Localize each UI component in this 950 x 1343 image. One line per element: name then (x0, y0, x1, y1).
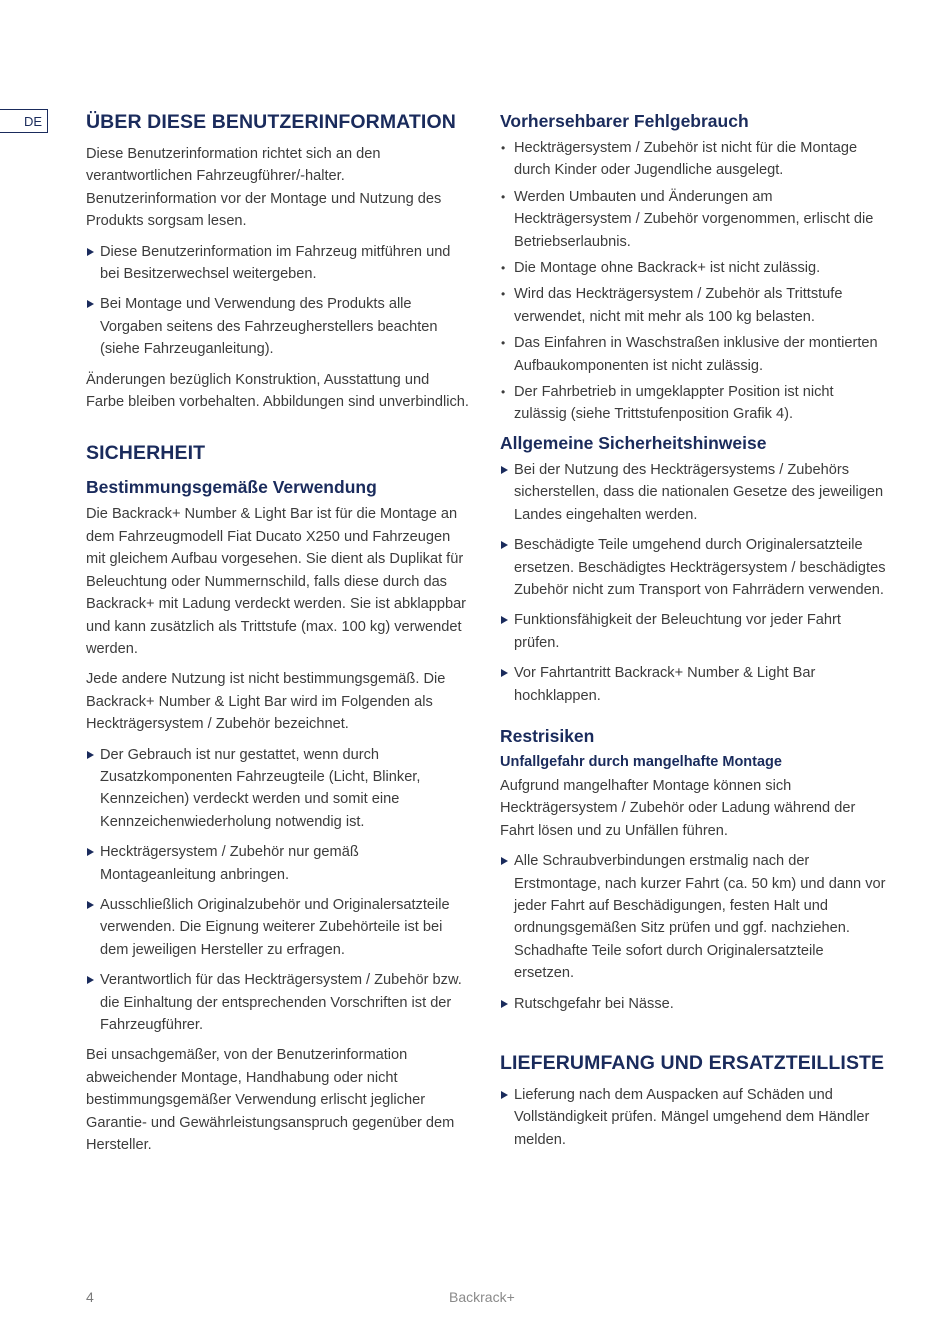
paragraph: Änderungen bezüglich Konstruktion, Ausstattung und Farbe bleiben vorbehalten. Abbildungen sind unverbindlich. (86, 371, 469, 411)
list-item: Vor Fahrtantritt Backrack+ Number & Light Bar hochklappen. (500, 662, 886, 707)
intended-use-list (86, 744, 470, 1037)
section-heading-delivery: LIEFERUMFANG UND ERSATZTEILLISTE (500, 1052, 885, 1074)
list-item: Bei Montage und Verwendung des Produkts alle Vorgaben seitens des Fahrzeugherstellers beachten (siehe Fahrzeuganleitung). (86, 293, 470, 360)
list-item: Heckträgersystem / Zubehör nur gemäß Montageanleitung anbringen. (86, 841, 470, 886)
misuse-list (500, 137, 886, 426)
list-item: Verantwortlich für das Heckträgersystem / Zubehör bzw. die Einhaltung der entsprechenden Vorschriften ist der Fahrzeugführer. (86, 969, 470, 1036)
subheading-misuse: Vorhersehbarer Fehlgebrauch (500, 111, 749, 131)
paragraph: Bei unsachgemäßer, von der Benutzerinformation abweichender Montage, Handhabung oder nicht bestimmungsgemäßer Verwendung erlischt jeglicher Garantie- und Gewährleistungsanspruch gegenüber dem Hersteller. (86, 1047, 455, 1154)
subheading-intended-use: Bestimmungsgemäße Verwendung (86, 477, 377, 498)
subheading-residual-risks: Restrisiken (500, 725, 595, 746)
list-item: • Der Fahrbetrieb in umgeklappter Position ist nicht zulässig (siehe Trittstufenposition Grafik 4). (500, 381, 886, 426)
list-item: • Die Montage ohne Backrack+ ist nicht zulässig. (500, 257, 886, 279)
list-item: • Das Einfahren in Waschstraßen inklusive der montierten Aufbaukomponenten ist nicht zulässig. (500, 332, 886, 377)
list-item: Bei der Nutzung des Heckträgersystems / Zubehörs sicherstellen, dass die nationalen Gesetze des jeweiligen Landes eingehalten werden. (500, 459, 886, 526)
list-item: Lieferung nach dem Auspacken auf Schäden und Vollständigkeit prüfen. Mängel umgehend dem Händler melden. (500, 1084, 886, 1151)
paragraph: Diese Benutzerinformation richtet sich an den verantwortlichen Fahrzeugführer/-halter. Benutzerinformation vor der Montage und Nutzung des Produkts sorgsam lesen. (86, 146, 442, 230)
section-heading-safety: SICHERHEIT (86, 442, 206, 465)
list-item: Der Gebrauch ist nur gestattet, wenn durch Zusatzkomponenten Fahrzeugteile (Licht, Blinker, Kennzeichen) verdeckt werden und somit eine Kennzeichenwiederholung notwendig ist. (86, 744, 470, 834)
list-item: Funktionsfähigkeit der Beleuchtung vor jeder Fahrt prüfen. (500, 609, 886, 654)
list-item: • Wird das Heckträgersystem / Zubehör als Trittstufe verwendet, nicht mit mehr als 100 kg belasten. (500, 283, 886, 328)
paragraph: Die Backrack+ Number & Light Bar ist für die Montage an dem Fahrzeugmodell Fiat Ducato X250 und Fahrzeugen mit gleichem Aufbau vorgesehen. Sie dient als Duplikat für Beleuchtung oder Nummernschild, falls diese durch das Backrack+ mit Ladung verdeckt werden. Sie ist abklappbar und kann zusätzlich als Trittstufe (max. 100 kg) verwendet werden. (86, 506, 467, 657)
list-item: Alle Schraubverbindungen erstmalig nach der Erstmontage, nach kurzer Fahrt (ca. 50 km) und dann vor jeder Fahrt auf Beschädigungen, festen Halt und ordnungsgemäßen Sitz prüfen und ggf. nachziehen. Schadhafte Teile sofort durch Originalersatzteile ersetzen. (500, 850, 886, 984)
list-item: • Werden Umbauten und Änderungen am Heckträgersystem / Zubehör vorgenommen, erlischt die Betriebserlaubnis. (500, 186, 886, 253)
paragraph: Jede andere Nutzung ist nicht bestimmungsgemäß. Die Backrack+ Number & Light Bar wird im Folgenden als Heckträgersystem / Zubehör bezeichnet. (86, 671, 446, 733)
list-item: Rutschgefahr bei Nässe. (500, 993, 886, 1015)
list-item: • Heckträgersystem / Zubehör ist nicht für die Montage durch Kinder oder Jugendliche ausgelegt. (500, 137, 886, 182)
subheading-accident-risk: Unfallgefahr durch mangelhafte Montage (500, 753, 782, 770)
list-item: Diese Benutzerinformation im Fahrzeug mitführen und bei Besitzerwechsel weitergeben. (86, 241, 470, 286)
section-heading-about: ÜBER DIESE BENUTZERINFORMATION (86, 111, 456, 133)
list-item: Beschädigte Teile umgehend durch Originalersatzteile ersetzen. Beschädigtes Heckträgersystem / beschädigtes Zubehör nicht zum Transport von Fahrrädern verwenden. (500, 534, 886, 601)
paragraph: Aufgrund mangelhafter Montage können sich Heckträgersystem / Zubehör oder Ladung während der Fahrt lösen und zu Unfällen führen. (500, 777, 856, 839)
left-column (86, 108, 470, 1164)
risks-list (500, 850, 886, 1015)
general-safety-list (500, 459, 886, 707)
page-number: 4 (86, 1289, 94, 1305)
language-tab: DE (0, 109, 48, 133)
delivery-list (500, 1084, 886, 1151)
about-list (86, 241, 470, 361)
subheading-general-safety: Allgemeine Sicherheitshinweise (500, 432, 767, 453)
footer-brand: Backrack+ (449, 1289, 515, 1305)
right-column (500, 108, 886, 1159)
list-item: Ausschließlich Originalzubehör und Originalersatzteile verwenden. Die Eignung weiterer Zubehörteile ist bei dem jeweiligen Hersteller zu erfragen. (86, 894, 470, 961)
